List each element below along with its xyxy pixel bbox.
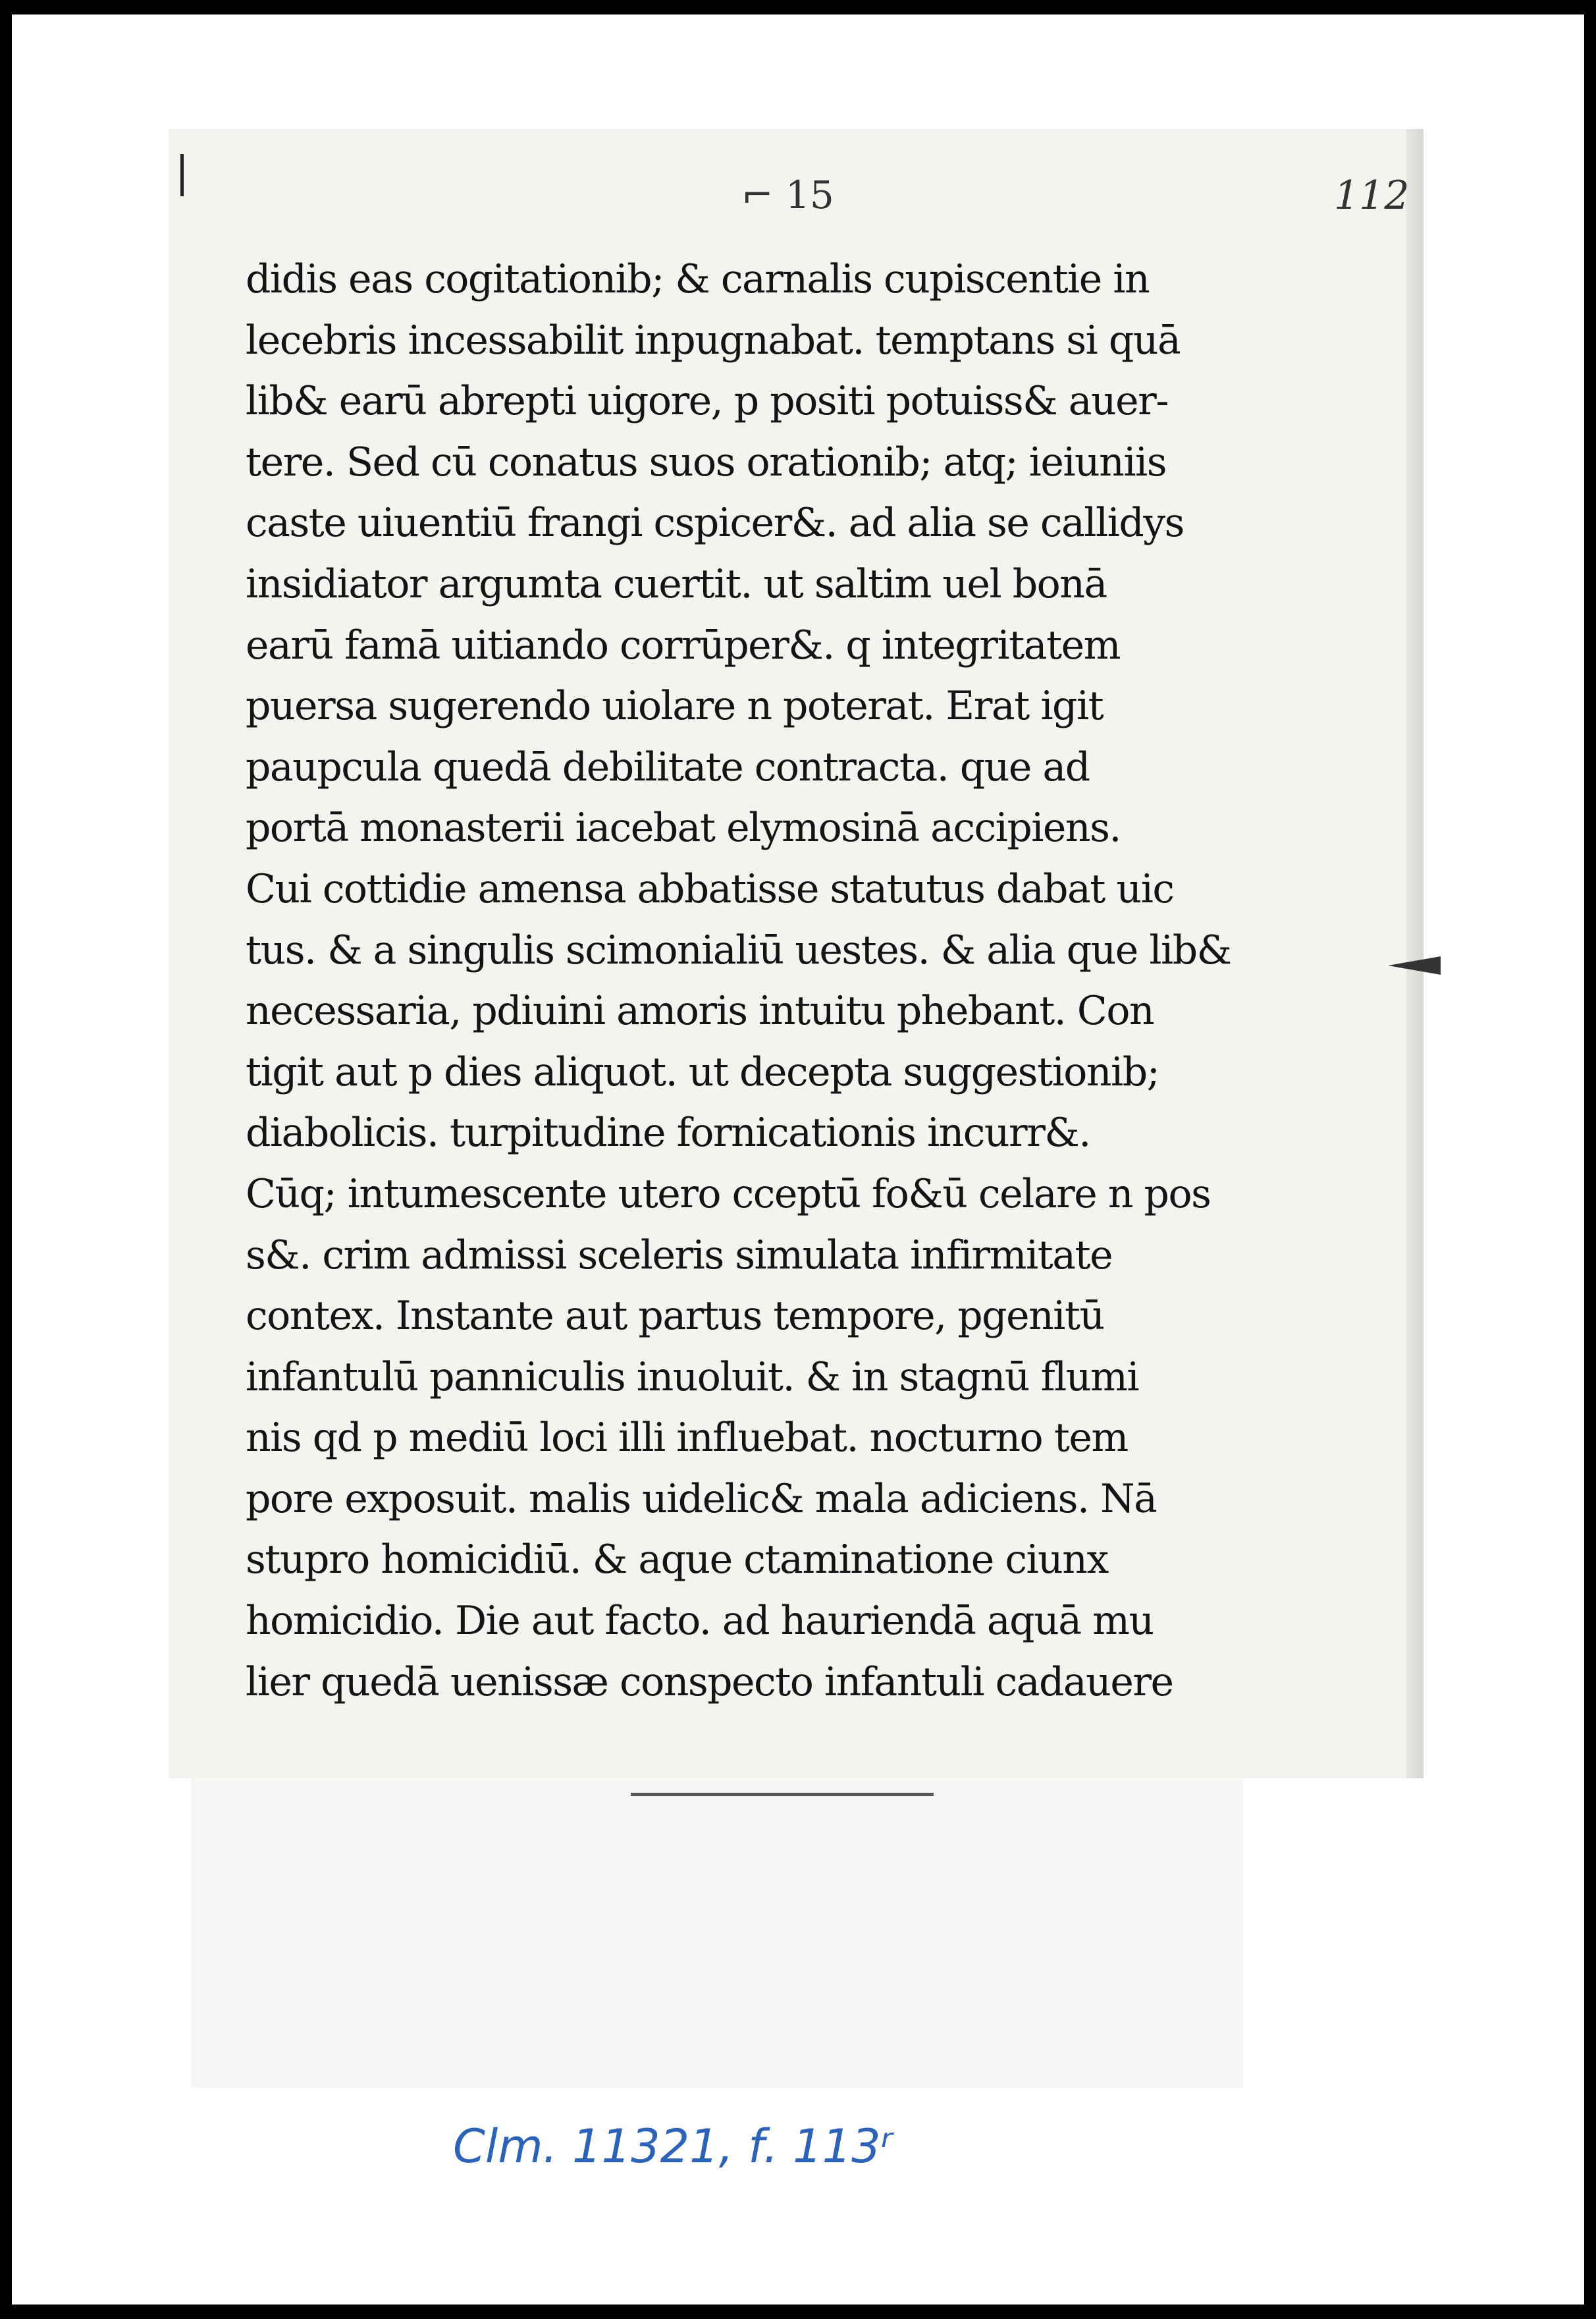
manuscript-line: paupcula quedā debilitate contracta. que ad [246,744,1090,790]
manuscript-line: insidiator argumta cuertit. ut saltim uel bonā [246,560,1107,607]
manuscript-line: infantulū panniculis inuoluit. & in stagnū flumi [246,1353,1139,1400]
manuscript-line: homicidio. Die aut facto. ad hauriendā aquā mu [246,1598,1154,1645]
manuscript-leaf-lower-margin [191,1778,1243,2088]
manuscript-line: stupro homicidiū. & aque ctaminatione ciunx [246,1537,1108,1583]
photograph-sheet [12,14,1584,2305]
manuscript-line: nis qd p mediū loci illi influebat. nocturno tem [246,1415,1128,1461]
folio-number: 112 [1334,173,1410,219]
margin-stroke-mark [180,154,184,196]
manuscript-line: didis eas cogitationib; & carnalis cupiscentie in [246,256,1150,302]
manuscript-line: lier quedā uenissæ conspecto infantuli cadauere [246,1658,1173,1705]
manuscript-line: caste uiuentiū frangi cspicer&. ad alia se callidys [246,500,1184,547]
manuscript-line: tere. Sed cū conatus suos orationib; atq; ieiuniis [246,439,1166,485]
manuscript-line: tigit aut p dies aliquot. ut decepta suggestionib; [246,1049,1159,1095]
manuscript-line: puersa sugerendo uiolare n poterat. Erat igit [246,683,1104,730]
manuscript-line: lib& earū abrepti uigore, p positi potuiss& auer- [246,378,1169,425]
manuscript-line: earū famā uitiando corrūper&. q integritatem [246,622,1121,668]
manuscript-line: s&. crim admissi sceleris simulata infirmitate [246,1232,1113,1278]
shelfmark-annotation: Clm. 11321, f. 113ʳ [453,2119,893,2173]
pointer-arrow-icon [1388,956,1441,975]
top-margin-mark: ⌐ 15 [741,173,834,217]
manuscript-line: lecebris incessabilit inpugnabat. temptans si quā [246,317,1181,364]
manuscript-line: portā monasterii iacebat elymosinā accipiens. [246,805,1121,852]
manuscript-line: pore exposuit. malis uidelic& mala adiciens. Nā [246,1475,1157,1522]
manuscript-line: tus. & a singulis scimonialiū uestes. & alia que lib& [246,927,1231,973]
manuscript-line: Cui cottidie amensa abbatisse statutus dabat uic [246,865,1174,912]
manuscript-line: necessaria, pdiuini amoris intuitu phebant. Con [246,988,1154,1035]
manuscript-line: contex. Instante aut partus tempore, pgenitū [246,1293,1104,1340]
leaf-right-edge [1406,129,1423,1778]
bottom-rule-line [631,1793,934,1796]
manuscript-line: Cūq; intumescente utero cceptū fo&ū celare n pos [246,1170,1211,1217]
manuscript-text-block [246,249,1306,1712]
manuscript-line: diabolicis. turpitudine fornicationis incurr&. [246,1110,1090,1157]
